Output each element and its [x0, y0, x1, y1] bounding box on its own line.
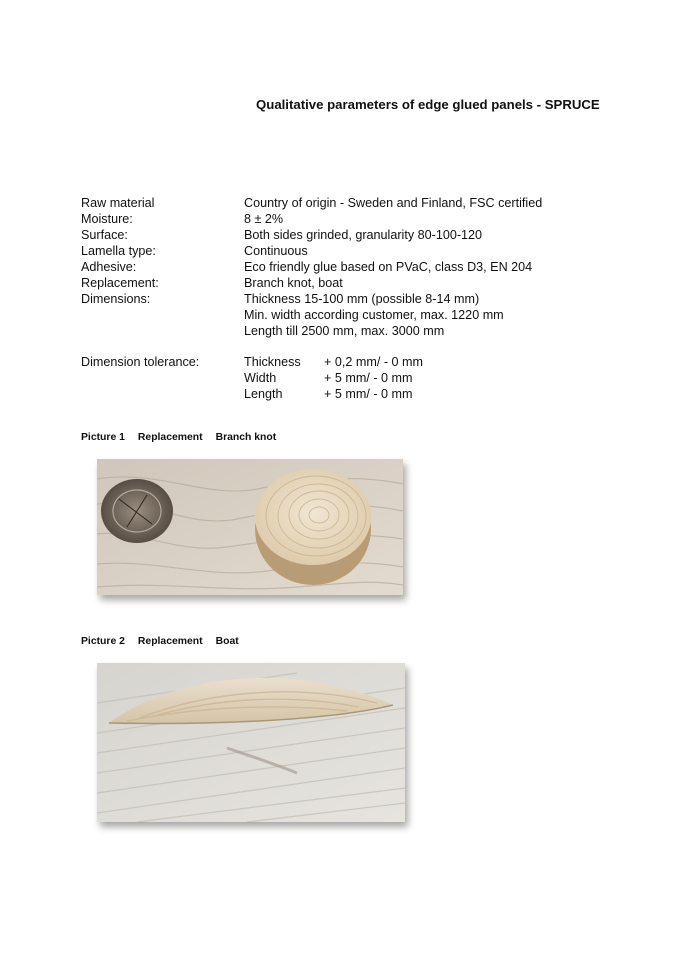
spec-label [81, 307, 244, 323]
spec-value: Length till 2500 mm, max. 3000 mm [244, 324, 445, 338]
tolerance-name: Thickness [244, 355, 301, 369]
spec-value: 8 ± 2% [244, 212, 284, 226]
spec-row-dimensions [81, 291, 542, 307]
tolerance-name: Length [244, 387, 283, 401]
spec-label: Replacement: [81, 276, 159, 290]
picture-2-caption [81, 636, 252, 647]
spec-label: Surface: [81, 228, 128, 242]
spec-value: Eco friendly glue based on PVaC, class D3, EN 204 [244, 260, 533, 274]
spec-row-adhesive [81, 259, 542, 275]
spec-row-lamella-type [81, 243, 542, 259]
boat-illustration [97, 663, 405, 822]
spec-row-length [81, 323, 542, 339]
spec-label: Moisture: [81, 212, 133, 226]
spec-label: Adhesive: [81, 260, 137, 274]
tolerance-row-length [81, 386, 423, 402]
spec-label: Lamella type: [81, 244, 156, 258]
spec-row-raw-material [81, 195, 542, 211]
spec-label: Raw material [81, 196, 155, 210]
branch-knot-illustration [97, 459, 403, 595]
spec-label [81, 323, 244, 339]
spec-value: Continuous [244, 244, 308, 258]
spec-value: Branch knot, boat [244, 276, 343, 290]
picture-number: Picture 2 [81, 636, 125, 647]
spec-value: Thickness 15-100 mm (possible 8-14 mm) [244, 292, 480, 306]
picture-name: Boat [215, 636, 239, 647]
tolerance-row-thickness [81, 354, 423, 370]
tolerance-value: + 0,2 mm/ - 0 mm [324, 355, 424, 369]
tolerance-row-width [81, 370, 423, 386]
spec-value: Both sides grinded, granularity 80-100-120 [244, 228, 483, 242]
tolerance-value: + 5 mm/ - 0 mm [324, 387, 413, 401]
spec-row-surface [81, 227, 542, 243]
tolerance-label-spacer [81, 386, 244, 402]
branch-knot-photo [97, 459, 403, 595]
tolerance-label: Dimension tolerance: [81, 355, 200, 369]
tolerance-item [244, 386, 413, 402]
tolerance-item [244, 354, 423, 370]
tolerance-item [244, 370, 413, 386]
picture-number: Picture 1 [81, 432, 125, 443]
picture-type: Replacement [137, 432, 203, 443]
spec-row-moisture [81, 211, 542, 227]
tolerance-name: Width [244, 371, 277, 385]
spec-value: Min. width according customer, max. 1220 mm [244, 308, 504, 322]
spec-label: Dimensions: [81, 292, 151, 306]
boat-photo [97, 663, 405, 822]
tolerance-value: + 5 mm/ - 0 mm [324, 371, 413, 385]
spec-table [81, 195, 542, 339]
spec-row-replacement [81, 275, 542, 291]
picture-1-caption [81, 432, 289, 443]
page-title: Qualitative parameters of edge glued panels - SPRUCE [256, 97, 600, 112]
spec-value: Country of origin - Sweden and Finland, FSC certified [244, 196, 543, 210]
tolerance-label-spacer [81, 370, 244, 386]
picture-type: Replacement [137, 636, 203, 647]
spec-row-width [81, 307, 542, 323]
tolerance-block [81, 354, 423, 402]
picture-name: Branch knot [215, 432, 277, 443]
